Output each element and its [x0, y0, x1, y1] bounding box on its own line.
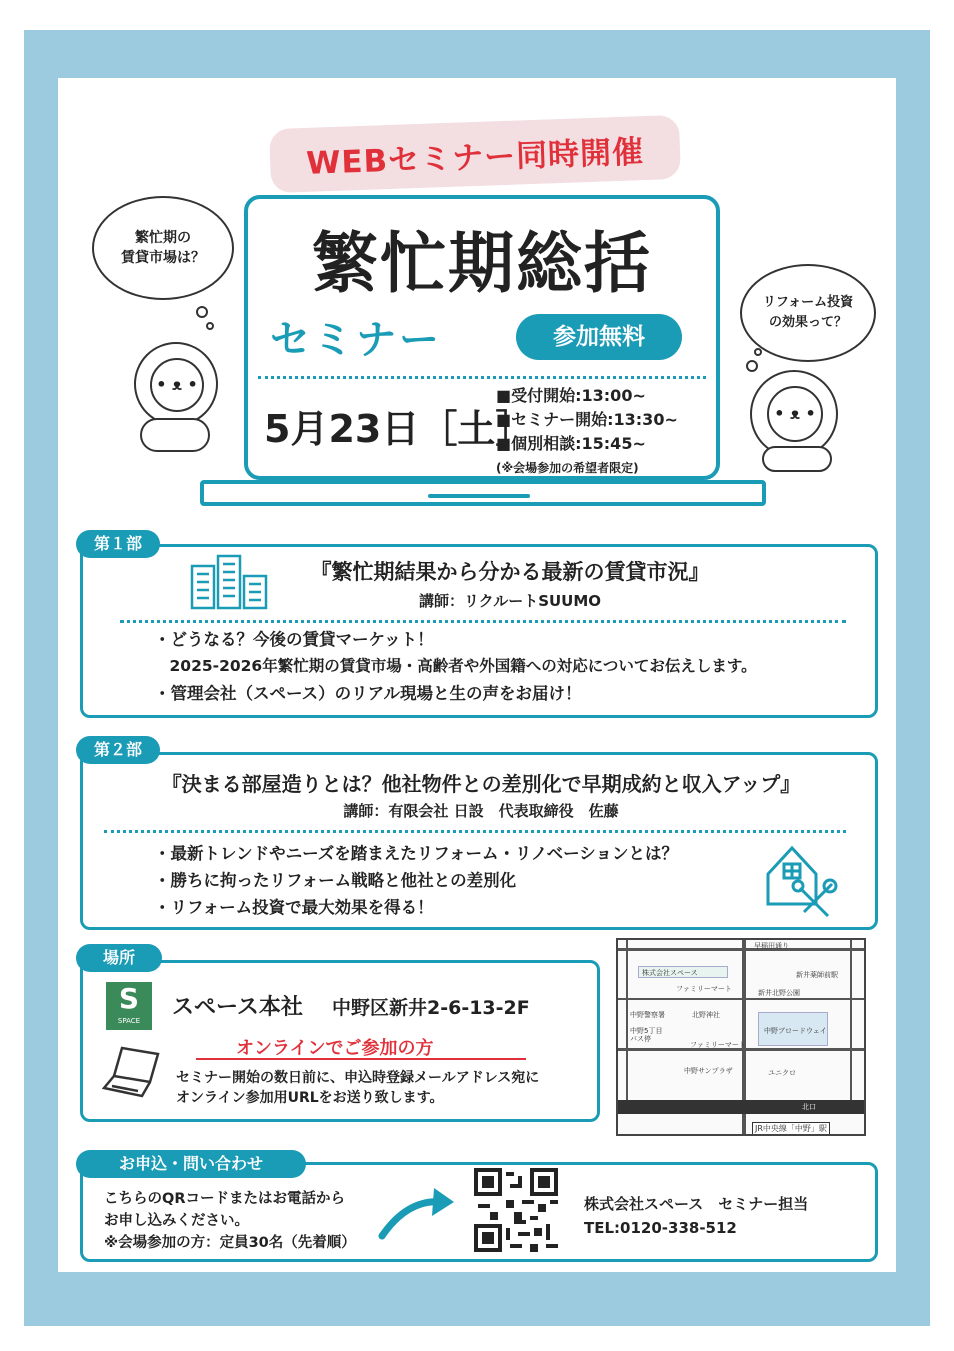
- map-label: JR中央線「中野」駅: [752, 1122, 830, 1135]
- contact-tel[interactable]: TEL:0120-338-512: [584, 1219, 737, 1237]
- online-heading: オンラインでご参加の方: [236, 1038, 434, 1059]
- contact-line: ※会場参加の方：定員30名（先着順）: [104, 1235, 356, 1251]
- map-label: 新井北野公園: [758, 989, 800, 997]
- cloud-right-line-2: の効果って？: [768, 315, 847, 330]
- map-label: 株式会社スペース: [642, 969, 698, 977]
- part2-lecturer: 講師：有限会社 日設 代表取締役 佐藤: [343, 802, 619, 820]
- contact-line: こちらのQRコードまたはお電話から: [104, 1191, 345, 1207]
- part2-body: [154, 840, 754, 921]
- part1-tab: 第１部: [76, 530, 160, 558]
- part1-line: ・管理会社（スペース）のリアル現場と生の声をお届け！: [154, 684, 582, 703]
- schedule-list: [496, 384, 678, 480]
- qr-code[interactable]: [474, 1168, 558, 1252]
- online-text-line: セミナー開始の数日前に、申込時登録メールアドレス宛に: [176, 1070, 540, 1086]
- lion-right-body: [762, 446, 832, 472]
- page-title: 繁忙期総括: [312, 225, 652, 302]
- map-rail: [618, 1100, 866, 1114]
- contact-text: [104, 1188, 356, 1254]
- lion-right-face: • ᴥ •: [767, 386, 823, 442]
- map-label: 早稲田通り: [754, 942, 789, 950]
- schedule-item: ■受付開始:13:00~: [496, 386, 646, 405]
- space-logo: [106, 982, 152, 1030]
- map-label: ファミリーマート: [690, 1041, 746, 1049]
- schedule-item: ■個別相談:15:45~: [496, 434, 646, 453]
- arrow-icon: [378, 1180, 458, 1240]
- thought-cloud-left: [92, 196, 234, 300]
- house-tools-icon: [762, 838, 842, 920]
- lion-left-body: [140, 418, 210, 452]
- thought-bubble-dot: [754, 348, 762, 356]
- part1-divider: [120, 620, 846, 623]
- map-road: [626, 940, 628, 1100]
- thought-bubble-dot: [746, 360, 758, 372]
- contact-line: お申し込みください。: [104, 1213, 249, 1229]
- online-heading-underline: [196, 1058, 526, 1060]
- map-label: 北口: [802, 1103, 816, 1111]
- thought-bubble-dot: [206, 322, 214, 330]
- web-seminar-ribbon-text: WEBセミナー同時開催: [305, 134, 645, 182]
- cloud-left-line-1: 繁忙期の: [135, 230, 191, 246]
- part1-body: [154, 626, 874, 707]
- part2-title: 『決まる部屋造りとは？他社物件との差別化で早期成約と収入アップ』: [161, 772, 801, 796]
- part2-line: ・リフォーム投資で最大効果を得る！: [154, 898, 434, 917]
- cloud-right-line-1: リフォーム投資: [762, 295, 854, 310]
- dotted-divider: [258, 376, 706, 379]
- map-label: バス停: [630, 1035, 651, 1043]
- map-label: 中野警察署: [630, 1011, 665, 1019]
- part1-title: 『繁忙期結果から分かる最新の賃貸市況』: [310, 560, 710, 584]
- venue-map: [616, 938, 866, 1136]
- part2-line: ・最新トレンドやニーズを踏まえたリフォーム・リノベーションとは？: [154, 844, 678, 863]
- part2-divider: [104, 830, 846, 833]
- schedule-item: ■セミナー開始:13:30~: [496, 410, 678, 429]
- online-text: [176, 1068, 539, 1108]
- map-road: [850, 940, 852, 1100]
- venue-tab: 場所: [76, 944, 162, 972]
- page-subtitle: セミナー: [270, 317, 442, 363]
- lion-left-face: • ᴥ •: [150, 358, 204, 412]
- map-label: 新井薬師前駅: [796, 971, 838, 979]
- laptop-base: [200, 480, 766, 506]
- free-badge: 参加無料: [516, 314, 682, 360]
- cloud-left-line-2: 賃貸市場は？: [121, 250, 205, 266]
- space-logo-text: SPACE: [117, 1017, 141, 1025]
- map-label: 中野サンプラザ: [684, 1067, 733, 1075]
- part1-line: ・どうなる？今後の賃貸マーケット！: [154, 630, 434, 649]
- contact-tab: お申込・問い合わせ: [76, 1150, 306, 1178]
- venue-name: スペース本社: [172, 995, 303, 1020]
- contact-info: [584, 1192, 808, 1240]
- map-label: ユニクロ: [768, 1069, 796, 1077]
- map-label: 中野ブロードウェイ: [764, 1027, 827, 1035]
- part1-line: 2025-2026年繁忙期の賃貸市場・高齢者や外国籍への対応についてお伝えします。: [154, 657, 757, 675]
- contact-company: 株式会社スペース セミナー担当: [584, 1195, 809, 1213]
- venue-address: 中野区新井2-6-13-2F: [332, 997, 530, 1019]
- thought-bubble-dot: [196, 306, 208, 318]
- part2-tab: 第２部: [76, 736, 160, 764]
- thought-cloud-right: [740, 264, 876, 362]
- space-logo-mark: S: [118, 982, 140, 1015]
- online-text-line: オンライン参加用URLをお送り致します。: [176, 1090, 444, 1106]
- map-label: ファミリーマート: [676, 985, 732, 993]
- map-road: [618, 998, 866, 1000]
- map-label: 北野神社: [692, 1011, 720, 1019]
- part2-line: ・勝ちに拘ったリフォーム戦略と他社との差別化: [154, 871, 517, 890]
- laptop-icon: [102, 1044, 164, 1098]
- map-label: 中野5丁目: [630, 1027, 663, 1035]
- event-date: 5月23日［土］: [264, 407, 534, 451]
- part1-lecturer: 講師：リクルートSUUMO: [418, 592, 602, 610]
- schedule-note: (※会場参加の希望者限定): [496, 461, 639, 475]
- laptop-notch: [428, 494, 530, 498]
